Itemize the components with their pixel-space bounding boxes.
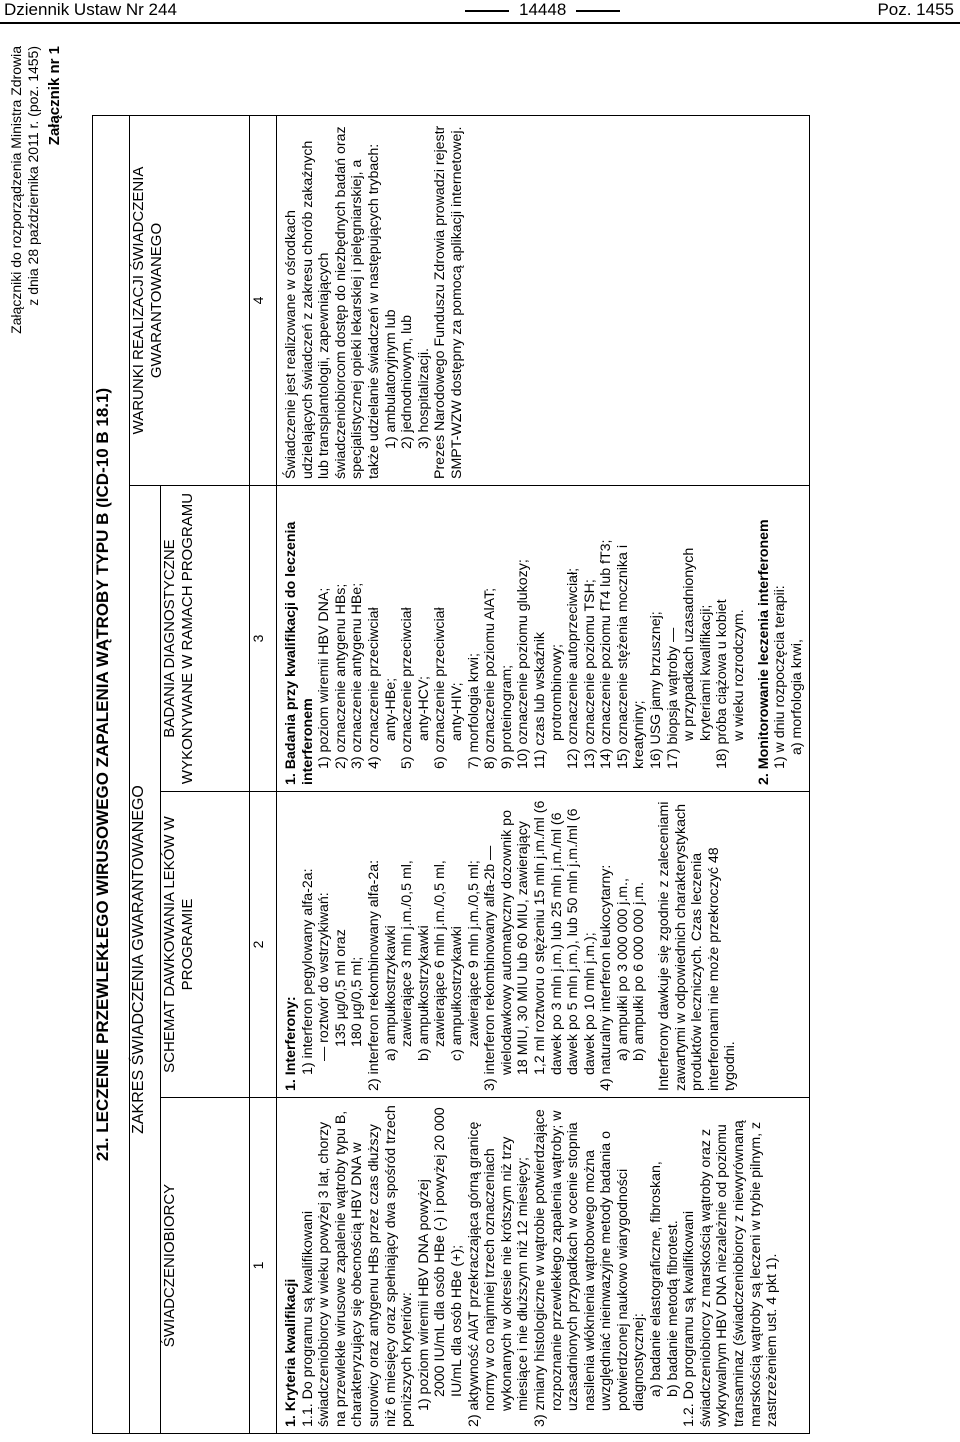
conditions-cell: [277, 116, 810, 486]
registry-text: Prezes Narodowego Funduszu Zdrowia prowadzi rejestr SMPT-WZW dostępny za pomocą aplikacji internetowej.: [432, 125, 465, 479]
column-number-1: 1: [250, 1098, 277, 1434]
test-13: 13) oznaczenie poziomu TSH;: [581, 579, 598, 769]
dose-180: 180 µg/0,5 ml;: [349, 956, 366, 1047]
test-6: 6) oznaczenie przeciwciał: [432, 607, 449, 769]
peg-interferon: 1) interferon pegylowany alfa-2a:: [299, 868, 316, 1075]
test-4: 4) oznaczenie przeciwciał: [365, 607, 382, 769]
monitoring-day-1-a: a) morfologia krwi,: [788, 639, 805, 755]
ampoule-b: b) ampułki po 6 000 000 j.m.: [631, 881, 648, 1061]
test-14: 14) oznaczenie poziomu fT4 lub fT3;: [598, 539, 615, 769]
column-number-3: 3: [250, 486, 277, 792]
criterion-1-values: 2000 IU/mL dla osób HBe (-) i powyżej 20 000 IU/mL dla osób HBe (+);: [432, 1107, 465, 1397]
scope-header: ZAKRES ŚWIADCZENIA GWARANTOWANEGO: [130, 486, 161, 1434]
mode-3: 3) hospitalizacji.: [415, 348, 432, 449]
column-header-beneficiaries: ŚWIADCZENIOBIORCY: [161, 1098, 250, 1434]
conditions-header: WARUNKI REALIZACJI ŚWIADCZENIA GWARANTOWANEGO: [130, 116, 250, 486]
position-label: Poz. 1455: [877, 0, 954, 19]
dash-right: [576, 10, 620, 12]
test-7: 7) morfologia krwi;: [465, 653, 482, 769]
test-11: 11) czas lub wskaźnik: [531, 632, 548, 769]
beneficiaries-cell: [277, 1098, 810, 1434]
page-number: [455, 0, 630, 20]
running-header: [0, 0, 960, 28]
syringe-b: b) ampułkostrzykawki: [415, 925, 432, 1061]
test-15: 15) oznaczenie stężenia mocznika i kreatyniny;: [614, 545, 648, 769]
test-18-cont: w wieku rozrodczym.: [731, 609, 748, 741]
dosage-note: Interferony dawkuje się zgodnie z zaleceniami zawartymi w odpowiednich charakterystykach produktów leczniczych. Czas leczenia interferonami nie może przekroczyć 48 tygodni.: [656, 801, 739, 1091]
test-4-marker: anty-HBe;: [382, 677, 399, 741]
qualification-heading: 1. Kryteria kwalifikacji: [283, 1278, 299, 1427]
test-17-cont: w przypadkach uzasadnionych kryteriami kwalifikacji;: [681, 547, 714, 741]
interferon-alfa-2b: 3) interferon rekombinowany alfa-2b — wielodawkowy automatyczny dozownik po 18 MIU, 30 MIU lub 60 MIU, zawierający 1,2 ml roztworu o stężeniu 15 mln j.m./ml (6 dawek po 3 mln j.m.) lub 25 mln j.m./ml (6 dawek po 5 mln j.m.), lub 50 mln j.m./ml (6 dawek po 10 mln j.m.);: [482, 800, 598, 1091]
syringe-c-dose: zawierające 9 mln j.m./0,5 ml;: [465, 860, 482, 1047]
interferon-alfa-2a: 2) interferon rekombinowany alfa-2a:: [365, 859, 382, 1091]
page-number-value: 14448: [519, 0, 567, 19]
test-8: 8) oznaczenie poziomu AlAT;: [482, 587, 499, 769]
test-16: 16) USG jamy brzusznej;: [648, 611, 665, 769]
syringe-b-dose: zawierające 6 mln j.m./0,5 ml,: [432, 860, 449, 1047]
syringe-c: c) ampułkostrzykawki: [448, 926, 465, 1061]
column-header-dosage: SCHEMAT DAWKOWANIA LEKÓW W PROGRAMIE: [161, 792, 250, 1098]
qualification-1-2: 1.2. Do programu są kwalifikowani świadczeniobiorcy z marskością wątroby oraz z wykrywalnym HBV DNA niezależnie od poziomu transaminaz (świadczeniobiorcy z niewyrównaną marskością wątroby są leczeni w trybie pilnym, z zastrzeżeniem ust. 4 pkt 1).: [681, 1120, 781, 1427]
qualification-tests-heading: 1. Badania przy kwalifikacji do leczenia interferonem: [283, 521, 316, 785]
criterion-3-b: b) badanie metodą fibrotest.: [664, 1220, 681, 1397]
criterion-2: 2) aktywność AlAT przekraczająca górną granicę normy w co najmniej trzech oznaczeniach wykonanych w okresie nie krótszym niż trzy miesiące i nie dłuższym niż 12 miesięcy;: [465, 1121, 532, 1427]
test-11-cont: protrombinowy;: [548, 644, 565, 741]
monitoring-heading: 2. Monitorowanie leczenia interferonem: [755, 519, 772, 785]
column-header-diagnostics: BADANIA DIAGNOSTYCZNE WYKONYWANE W RAMACH PROGRAMU: [161, 486, 250, 792]
syringe-a: a) ampułkostrzykawki: [382, 925, 399, 1061]
annex-note-line-1: Załączniki do rozporządzenia Ministra Zdrowia: [8, 46, 24, 334]
test-5-marker: anty-HCV;: [415, 676, 432, 741]
test-3: 3) oznaczenie antygenu HBe;: [349, 582, 366, 769]
dose-135: 135 µg/0,5 ml oraz: [332, 929, 349, 1047]
injection-solution: — roztwór do wstrzykiwań:: [316, 892, 333, 1061]
header-rule: [0, 22, 960, 24]
interferons-heading: 1. Interferony:: [283, 996, 299, 1091]
column-number-2: 2: [250, 792, 277, 1098]
syringe-a-dose: zawierające 3 mln j.m./0,5 ml,: [399, 860, 416, 1047]
test-1: 1) poziom wiremii HBV DNA;: [316, 587, 333, 769]
dosage-cell: [277, 792, 810, 1098]
test-6-marker: anty-HIV;: [448, 682, 465, 741]
table-title: 21. LECZENIE PRZEWLEKŁEGO WIRUSOWEGO ZAPALENIA WĄTROBY TYPU B (ICD-10 B 18.1): [93, 116, 130, 1434]
program-table: [92, 116, 950, 1434]
diagnostics-cell: [277, 486, 810, 792]
test-5: 5) oznaczenie przeciwciał: [399, 607, 416, 769]
test-2: 2) oznaczenie antygenu HBs;: [332, 583, 349, 769]
dash-left: [465, 10, 509, 12]
mode-2: 2) jednodniowym, lub: [399, 314, 416, 449]
journal-title: Dziennik Ustaw Nr 244: [4, 0, 177, 19]
annex-note-line-2: z dnia 28 października 2011 r. (poz. 1455): [25, 46, 41, 306]
test-12: 12) oznaczenie autoprzeciwciał;: [565, 567, 582, 769]
test-10: 10) oznaczenie poziomu glukozy;: [515, 559, 532, 769]
monitoring-day-1: 1) w dniu rozpoczęcia terapii:: [772, 585, 789, 769]
test-9: 9) proteinogram;: [498, 664, 515, 769]
natural-interferon: 4) naturalny interferon leukocytarny:: [598, 864, 615, 1091]
criterion-3-a: a) badanie elastograficzne, fibroskan,: [648, 1161, 665, 1397]
column-number-4: 4: [250, 116, 277, 486]
annex-number: Załącznik nr 1: [46, 46, 63, 146]
conditions-text: Świadczenie jest realizowane w ośrodkach udzielających świadczeń z zakresu chorób zakaźnych lub transplantologii, zapewniających świadczeniobiorcom dostęp do niezbędnych badań oraz specjalistycznej opieki lekarskiej i pielęgniarskiej, a także udzielanie świadczeń w następujących trybach:: [283, 126, 382, 479]
test-17: 17) biopsja wątroby —: [664, 627, 681, 769]
mode-1: 1) ambulatoryjnym lub: [382, 309, 399, 449]
criterion-3: 3) zmiany histologiczne w wątrobie potwierdzające rozpoznanie przewlekłego zapalenia wątroby; w uzasadnionych przypadkach w ocenie stopnia nasilenia włóknienia wątrobowego można uwzględniać nieinwazyjne metody badania o potwierdzonej naukowo wiarygodności diagnostycznej:: [531, 1109, 648, 1427]
qualification-1-1: 1.1. Do programu są kwalifikowani świadczeniobiorcy w wieku powyżej 3 lat, chorzy na przewlekłe wirusowe zapalenie wątroby typu B, charakteryzujący się obecnością HBV DNA w surowicy oraz antygenu HBs przez czas dłuższy niż 6 miesięcy oraz spełniający dwa spośród trzech poniższych kryteriów:: [299, 1105, 416, 1427]
annex-note: [8, 46, 42, 446]
test-18: 18) próba ciążowa u kobiet: [714, 599, 731, 769]
ampoule-a: a) ampułki po 3 000 000 j.m.,: [614, 878, 631, 1061]
rotated-page-content: [0, 30, 960, 1442]
criterion-1: 1) poziom wiremii HBV DNA powyżej: [415, 1179, 432, 1411]
